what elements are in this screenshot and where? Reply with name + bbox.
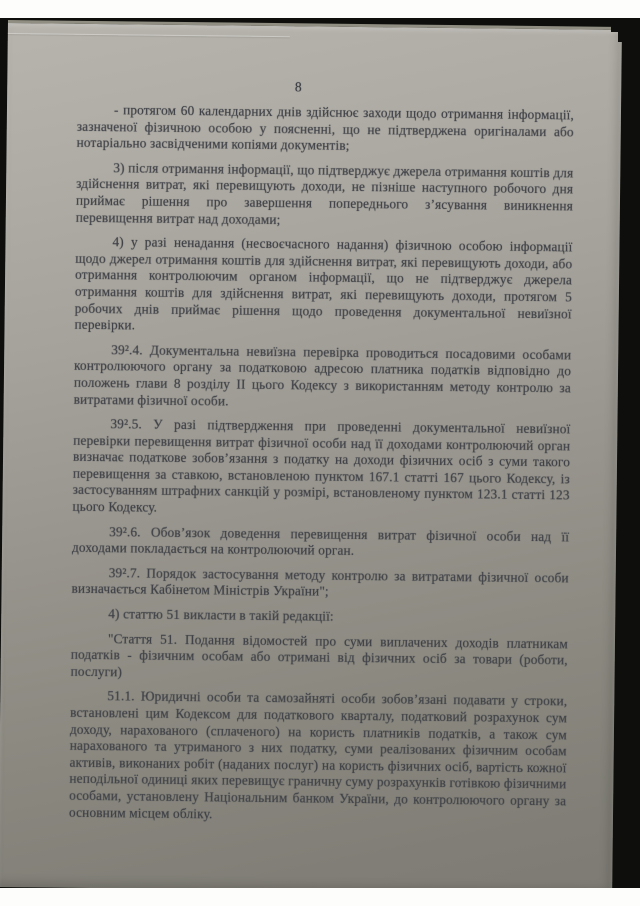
page-number: 8 [294, 79, 302, 95]
document-text [69, 102, 574, 827]
paper-crease [8, 33, 290, 37]
background-bottom-band [0, 888, 640, 906]
document-paragraph-item-4-article-51: 4) статтю 51 викласти в такій редакції: [108, 606, 334, 624]
document-paragraph-dash-60-days: - протягом 60 календарних днів здійснює заходи щодо отримання інформації, зазначеної фізичною особою у поясненні, що не підтверджена оригіналами або нотаріально засвідченими копіями документів; [76, 102, 575, 154]
photo-backdrop [0, 18, 640, 888]
document-paragraph-39-2-6: 39².6. Обов’язок доведення перевищення витрат фізичної особи над її доходами покладається на контролюючий орган. [71, 523, 570, 559]
document-paragraph-article-51-title: "Стаття 51. Подання відомостей про суми виплачених доходів платникам податків - фізичним особам або отримані від фізичних осіб за товари (роботи, послуги) [70, 630, 569, 680]
document-paragraph-39-2-7: 39².7. Порядок застосування методу контролю за витратами фізичної особи визначається Кабінетом Міністрів України"; [71, 565, 569, 600]
folded-corner-notch [611, 18, 640, 32]
document-paragraph-39-2-4: 39².4. Документальна невиїзна перевірка проводиться посадовими особами контролюючого органу за податковою адресою платника податків відповідно до положень глави 8 розділу ІІ цього Кодексу з використанням методу контролю за витратами фізичної особи. [73, 341, 572, 409]
folded-corner-notch [618, 32, 640, 42]
background-top-band [0, 0, 640, 18]
document-paragraph-item-3: 3) після отримання інформації, що підтверджує джерела отримання коштів для здійснення витрат, які перевищують доходи, не пізніше наступного робочого дня приймає рішення про завершення попереднього з’ясування виникнення перевищення витрат над доходами; [75, 159, 574, 227]
document-page [0, 20, 622, 888]
document-paragraph-item-4: 4) у разі ненадання (несвоєчасного надання) фізичною особою інформації щодо джерел отримання коштів для здійснення витрат, які перевищують доходи, або отримання контролюючим органом інформації, що не підтверджує джерела отримання коштів для здійснення витрат, які перевищують доходи, протягом 5 робочих днів приймає рішення щодо проведення документальної невиїзної перевірки. [74, 234, 573, 333]
document-paragraph-51-1: 51.1. Юридичні особи та самозайняті особи зобов’язані подавати у строки, встановлені цим Кодексом для податкового кварталу, податковий розрахунок сум доходу, нарахованого (сплаченого) на користь платників податків, а також сум нарахованого та утриманого з них податку, суми реалізованих фізичним особам активів, виконаних робіт (наданих послуг) на користь фізичних осіб, вартість кожної неподільної одиниці яких перевищує граничну суму розрахунків готівкою фізичними особами, установлену Національним банком України, до контролюючого органу за основним місцем обліку. [68, 688, 568, 821]
document-paragraph-39-2-5: 39².5. У разі підтвердження при проведенні документальної невиїзної перевірки перевищення витрат фізичної особи над її доходами контролюючий орган визначає податкове зобов’язання з податку на доходи фізичних осіб з суми такого перевищення за ставкою, встановленою пунктом 167.1 статті 167 цього Кодексу, із застосуванням штрафних санкцій у розмірі, встановленому пунктом 123.1 статті 123 цього Кодексу. [72, 416, 571, 515]
